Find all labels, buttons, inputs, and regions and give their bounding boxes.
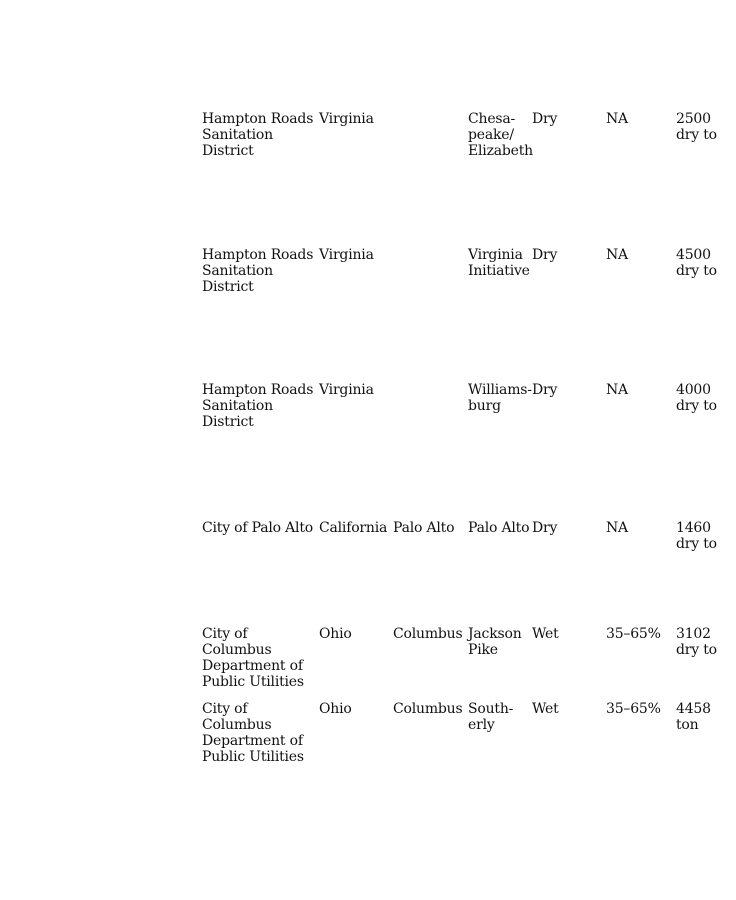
table-row: [0, 382, 717, 442]
plant-cell: Williams- burg: [468, 382, 532, 414]
table-row: [0, 701, 711, 765]
utility-cell: City of Columbus Department of Public Utilities: [202, 626, 304, 690]
solids-cell: NA: [606, 111, 628, 127]
solids-cell: NA: [606, 520, 628, 536]
utility-cell: City of Columbus Department of Public Utilities: [202, 701, 304, 765]
utility-cell: Hampton Roads Sanitation District: [202, 247, 314, 295]
plant-cell: Virginia Initiative: [468, 247, 530, 279]
plant-cell: Chesa- peake/ Elizabeth: [468, 111, 533, 159]
type-cell: Wet: [532, 701, 559, 717]
capacity-cell: 4000 dry to: [676, 382, 717, 414]
capacity-cell: 3102 dry to: [676, 626, 717, 658]
type-cell: Dry: [532, 111, 558, 127]
state-cell: Ohio: [319, 626, 352, 642]
utility-cell: Hampton Roads Sanitation District: [202, 111, 314, 159]
solids-cell: 35–65%: [606, 701, 661, 717]
table-row: [0, 626, 717, 690]
state-cell: Virginia: [319, 247, 374, 263]
city-cell: Palo Alto: [393, 520, 455, 536]
type-cell: Dry: [532, 382, 558, 398]
plant-cell: Palo Alto: [468, 520, 530, 536]
solids-cell: NA: [606, 382, 628, 398]
solids-cell: NA: [606, 247, 628, 263]
state-cell: Virginia: [319, 111, 374, 127]
table-row: [0, 111, 717, 171]
city-cell: Columbus: [393, 701, 463, 717]
plant-cell: Jackson Pike: [468, 626, 522, 658]
utility-cell: City of Palo Alto: [202, 520, 313, 536]
table-row: [0, 247, 717, 307]
capacity-cell: 4500 dry to: [676, 247, 717, 279]
type-cell: Wet: [532, 626, 559, 642]
capacity-cell: 2500 dry to: [676, 111, 717, 143]
state-cell: Ohio: [319, 701, 352, 717]
capacity-cell: 4458 ton: [676, 701, 711, 733]
state-cell: California: [319, 520, 388, 536]
type-cell: Dry: [532, 520, 558, 536]
table-row: [0, 520, 717, 580]
city-cell: Columbus: [393, 626, 463, 642]
capacity-cell: 1460 dry to: [676, 520, 717, 552]
state-cell: Virginia: [319, 382, 374, 398]
plant-cell: South- erly: [468, 701, 514, 733]
solids-cell: 35–65%: [606, 626, 661, 642]
type-cell: Dry: [532, 247, 558, 263]
utility-cell: Hampton Roads Sanitation District: [202, 382, 314, 430]
